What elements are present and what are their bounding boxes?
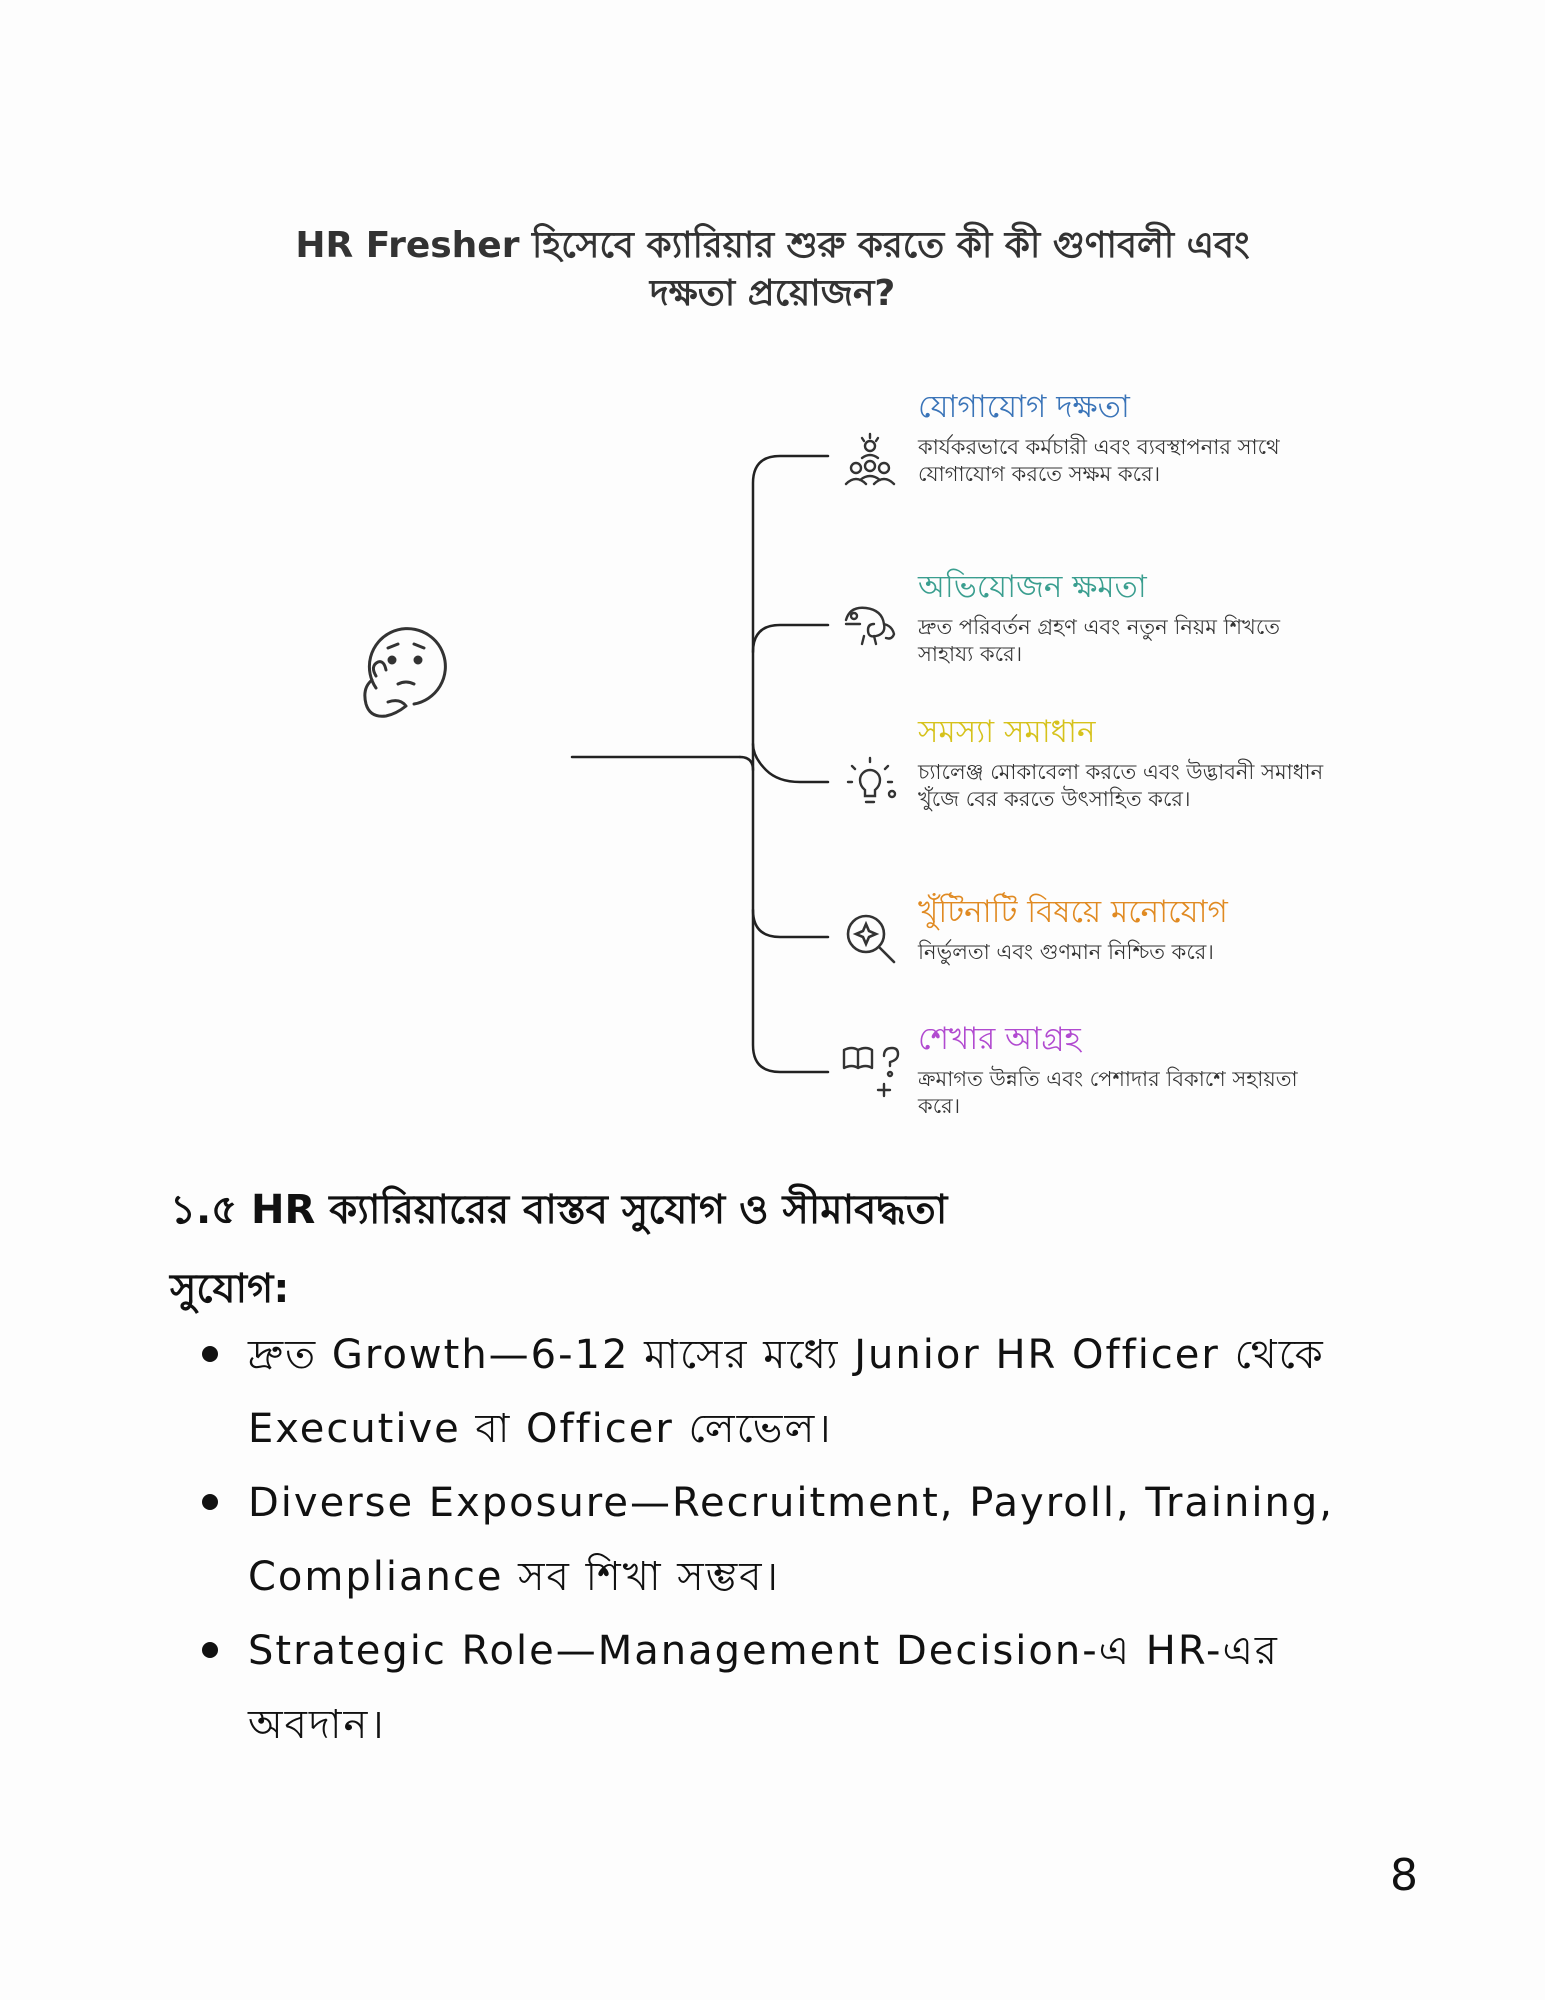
sub-heading: সুযোগ: xyxy=(170,1266,290,1312)
list-item xyxy=(200,1614,1400,1762)
skill-item-communication xyxy=(918,386,1338,488)
magnifier-icon xyxy=(840,908,900,968)
list-item xyxy=(200,1466,1400,1614)
book-icon xyxy=(840,1040,900,1100)
page-number: 8 xyxy=(1390,1850,1418,1901)
skill-title: যোগাযোগ দক্ষতা xyxy=(918,389,1130,425)
branch-2 xyxy=(753,625,828,652)
bullet-dot-icon xyxy=(202,1494,218,1510)
branch-4 xyxy=(753,910,828,937)
spine-line xyxy=(753,456,828,1072)
skill-desc: ক্রমাগত উন্নতি এবং পেশাদার বিকাশে সহায়তা করে। xyxy=(918,1067,1298,1118)
skill-title: অভিযোজন ক্ষমতা xyxy=(918,569,1147,605)
section-heading: ১.৫ HR ক্যারিয়ারের বাস্তব সুযোগ ও সীমাবদ্ধতা xyxy=(170,1187,948,1233)
skill-item-adaptability xyxy=(918,566,1338,668)
people-icon xyxy=(840,432,900,492)
skill-desc: কার্যকরভাবে কর্মচারী এবং ব্যবস্থাপনার সাথে যোগাযোগ করতে সক্ষম করে। xyxy=(918,435,1280,486)
skill-desc: চ্যালেঞ্জ মোকাবেলা করতে এবং উদ্ভাবনী সমাধান খুঁজে বের করতে উৎসাহিত করে। xyxy=(918,760,1324,811)
skill-item-problem-solving xyxy=(918,711,1338,813)
skill-title: সমস্যা সমাধান xyxy=(918,714,1096,750)
list-item xyxy=(200,1318,1400,1466)
list-item-text: Strategic Role—Management Decision-এ HR-এর অবদান। xyxy=(248,1628,1279,1748)
diagram-title-line2: দক্ষতা প্রয়োজন? xyxy=(649,273,896,314)
opportunity-list xyxy=(200,1318,1400,1762)
thinking-face-icon xyxy=(365,629,446,717)
skill-desc: দ্রুত পরিবর্তন গ্রহণ এবং নতুন নিয়ম শিখতে সাহায্য করে। xyxy=(918,615,1281,666)
lightbulb-icon xyxy=(840,752,900,812)
skill-title: খুঁটিনাটি বিষয়ে মনোযোগ xyxy=(918,894,1228,930)
list-item-text: Diverse Exposure—Recruitment, Payroll, Training, Compliance সব শিখা সম্ভব। xyxy=(248,1480,1334,1600)
chameleon-icon xyxy=(840,594,900,654)
bullet-dot-icon xyxy=(202,1346,218,1362)
skill-desc: নির্ভুলতা এবং গুণমান নিশ্চিত করে। xyxy=(918,940,1214,964)
bullet-dot-icon xyxy=(202,1642,218,1658)
skill-item-eagerness-to-learn xyxy=(918,1018,1338,1120)
diagram-title-line1: HR Fresher হিসেবে ক্যারিয়ার শুরু করতে কী কী গুণাবলী এবং xyxy=(295,225,1250,266)
skill-item-attention-to-detail xyxy=(918,891,1338,966)
list-item-text: দ্রুত Growth—6-12 মাসের মধ্যে Junior HR Officer থেকে Executive বা Officer লেভেল। xyxy=(248,1332,1325,1452)
skill-title: শেখার আগ্রহ xyxy=(918,1021,1081,1057)
